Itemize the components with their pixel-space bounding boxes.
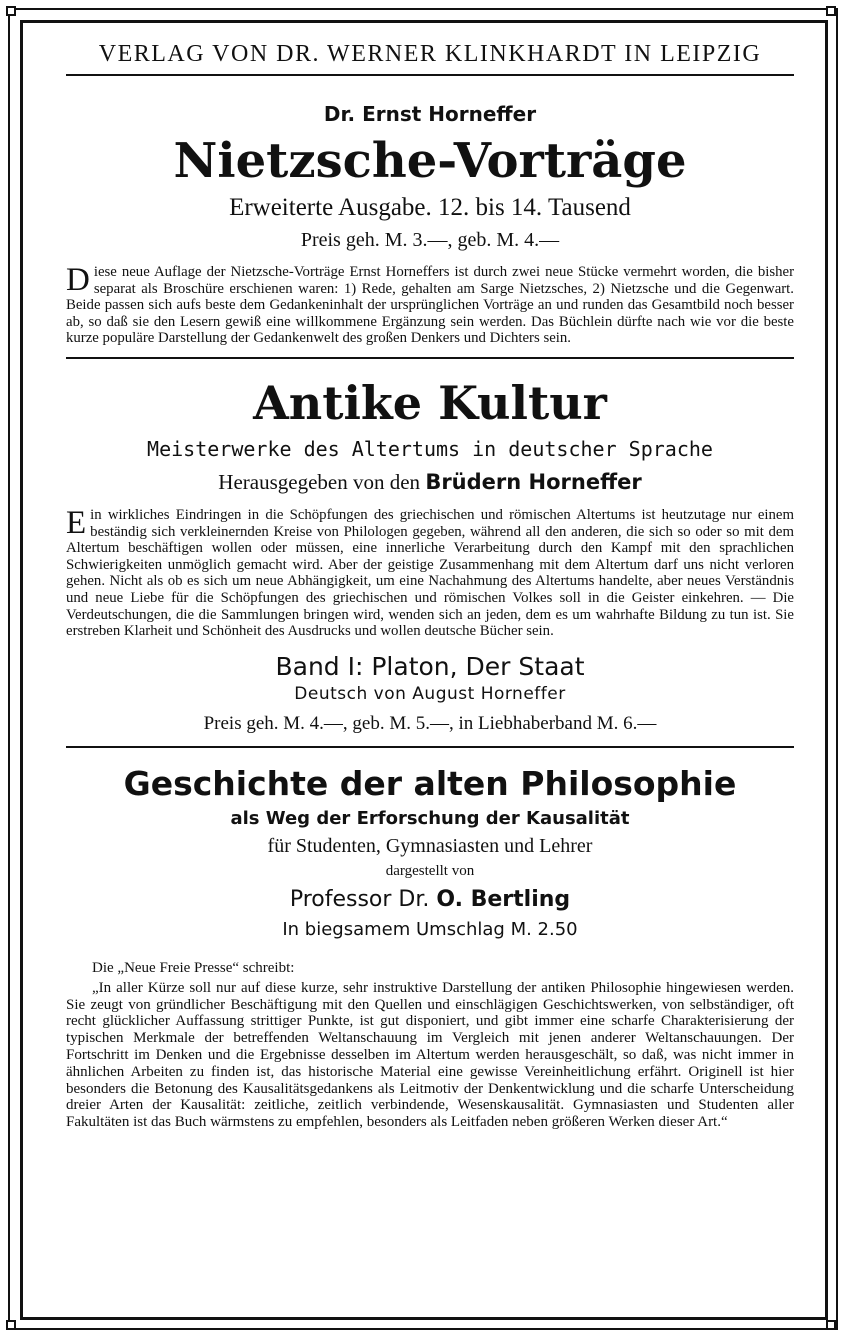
description-text: in wirkliches Eindringen in die Schöpfungen des griechischen und römischen Altertums ist heutzutage nur einem beständig sich verkleinernden Kreise von Philologen gegeben, während all den anderen, die sich so oder so mit dem Altertum beschäftigen wollen oder müssen, eine innerliche Verarbeitung durch den Kampf mit den sprachlichen Schwierigkeiten unmöglich gemacht wird. Aber der geistige Zusammenhang mit dem Altertum darf uns nicht verloren gehen. Nicht als ob es sich um neue Abhängigkeit, um eine Nachahmung des Altertums handelte, aber neues Verständnis und neue Liebe für die Schöpfungen des griechischen und römischen Volkes soll in die Geister einkehren. — Die Verdeutschungen, die die Sammlungen bringen wird, wenden sich an jeden, dem es um wahrhafte Bildung zu tun ist. Sie erstreben Klarheit und Schönheit des Ausdrucks und wollen deutsche Bücher sein. — [66, 506, 794, 640]
divider — [66, 357, 794, 359]
description-paragraph — [66, 264, 794, 347]
antike-kultur-section — [66, 375, 794, 738]
drop-capital: E — [66, 504, 87, 541]
editors-prefix: Herausgegeben von den — [218, 469, 426, 494]
book-title: Geschichte der alten Philosophie — [123, 763, 737, 803]
philosophie-section — [66, 762, 794, 1131]
audience-line: für Studenten, Gymnasiasten und Lehrer — [267, 834, 593, 857]
nietzsche-section — [66, 102, 794, 347]
corner-ornament — [6, 6, 16, 16]
translator-line: Deutsch von August Horneffer — [294, 683, 566, 704]
editors-name: Brüdern Horneffer — [425, 469, 642, 494]
description-paragraph — [66, 504, 794, 640]
description-text: iese neue Auflage der Nietzsche-Vorträge Ernst Horneffers ist durch zwei neue Stücke vermehrt worden, die bisher separat als Broschüre erschienen waren: 1) Rede, gehalten am Sarge Nietzsches, 2) Nietzsche und die Gegenwart. Beide passen sich aufs beste dem Gedankeninhalt der ursprünglichen Vorträge an und runden das Gesamtbild noch besser ab, so daß sie den Lesern gewiß eine willkommene Ergänzung sein werden. Das Büchlein dürfte nach wie vor die beste kurze populäre Darstellung der Gedankenwelt des großen Denkers und Dichters sein. — [66, 264, 794, 347]
divider — [66, 746, 794, 748]
price-line: Preis geh. M. 3.—, geb. M. 4.— — [300, 229, 560, 251]
press-quote: „In aller Kürze soll nur auf diese kurze, sehr instruktive Darstellung der antiken Philosophie hingewiesen werden. Sie zeugt von gründlicher Beschäftigung mit den Quellen und einschlägigen Geschichtswerken, von selbständiger, oft recht glücklicher Auffassung strittiger Punkte, ist gut disponiert, und gibt immer eine scharfe Charakterisierung der typischen Merkmale der betreffenden Weltanschauung im Vergleich mit jenen anderer Weltanschauungen. Der Fortschritt im Denken und die Ergebnisse desselben im Altertum werden herausgeschält, so daß, was nicht immer in ähnlichen Arbeiten zu finden ist, das historische Material eine gewisse Vereinheitlichung erfährt. Originell ist hier besonders die Betonung des Kausalitätsgedankens als Leitmotiv der Denkentwicklung und die scharfe Unterscheidung dreier Arten der Kausalität: zeitliche, zeitlich verbindende, Wesenskausalität. Gymnasiasten und Studenten aller Fakultäten ist das Buch wärmstens zu empfehlen, besonders als Leitfaden neben größeren Werken dieser Art.“ — [66, 979, 794, 1131]
corner-ornament — [826, 6, 836, 16]
price-line: In biegsamem Umschlag M. 2.50 — [282, 918, 578, 940]
press-intro: Die „Neue Freie Presse“ schreibt: — [92, 959, 295, 976]
author-line — [66, 884, 794, 916]
corner-ornament — [6, 1320, 16, 1330]
by-line: dargestellt von — [385, 862, 475, 879]
edition-info: Erweiterte Ausgabe. 12. bis 14. Tausend — [229, 194, 631, 221]
corner-ornament — [826, 1320, 836, 1330]
publisher-header: VERLAG VON DR. WERNER KLINKHARDT IN LEIPZIG — [98, 41, 762, 67]
advertisement-page — [66, 34, 794, 1131]
author-prefix: Professor Dr. — [289, 886, 437, 912]
price-line: Preis geh. M. 4.—, geb. M. 5.—, in Liebhaberband M. 6.— — [203, 712, 657, 734]
book-title: Nietzsche-Vorträge — [173, 133, 687, 189]
series-title: Antike Kultur — [253, 375, 607, 430]
author-name: O. Bertling — [436, 886, 571, 912]
drop-capital: D — [66, 262, 90, 298]
divider — [66, 74, 794, 76]
series-subtitle: Meisterwerke des Altertums in deutscher Sprache — [147, 436, 713, 461]
volume-title: Band I: Platon, Der Staat — [275, 651, 585, 681]
author-name: Dr. Ernst Horneffer — [323, 102, 537, 126]
editors-line — [66, 467, 794, 497]
book-subtitle: als Weg der Erforschung der Kausalität — [230, 807, 630, 829]
